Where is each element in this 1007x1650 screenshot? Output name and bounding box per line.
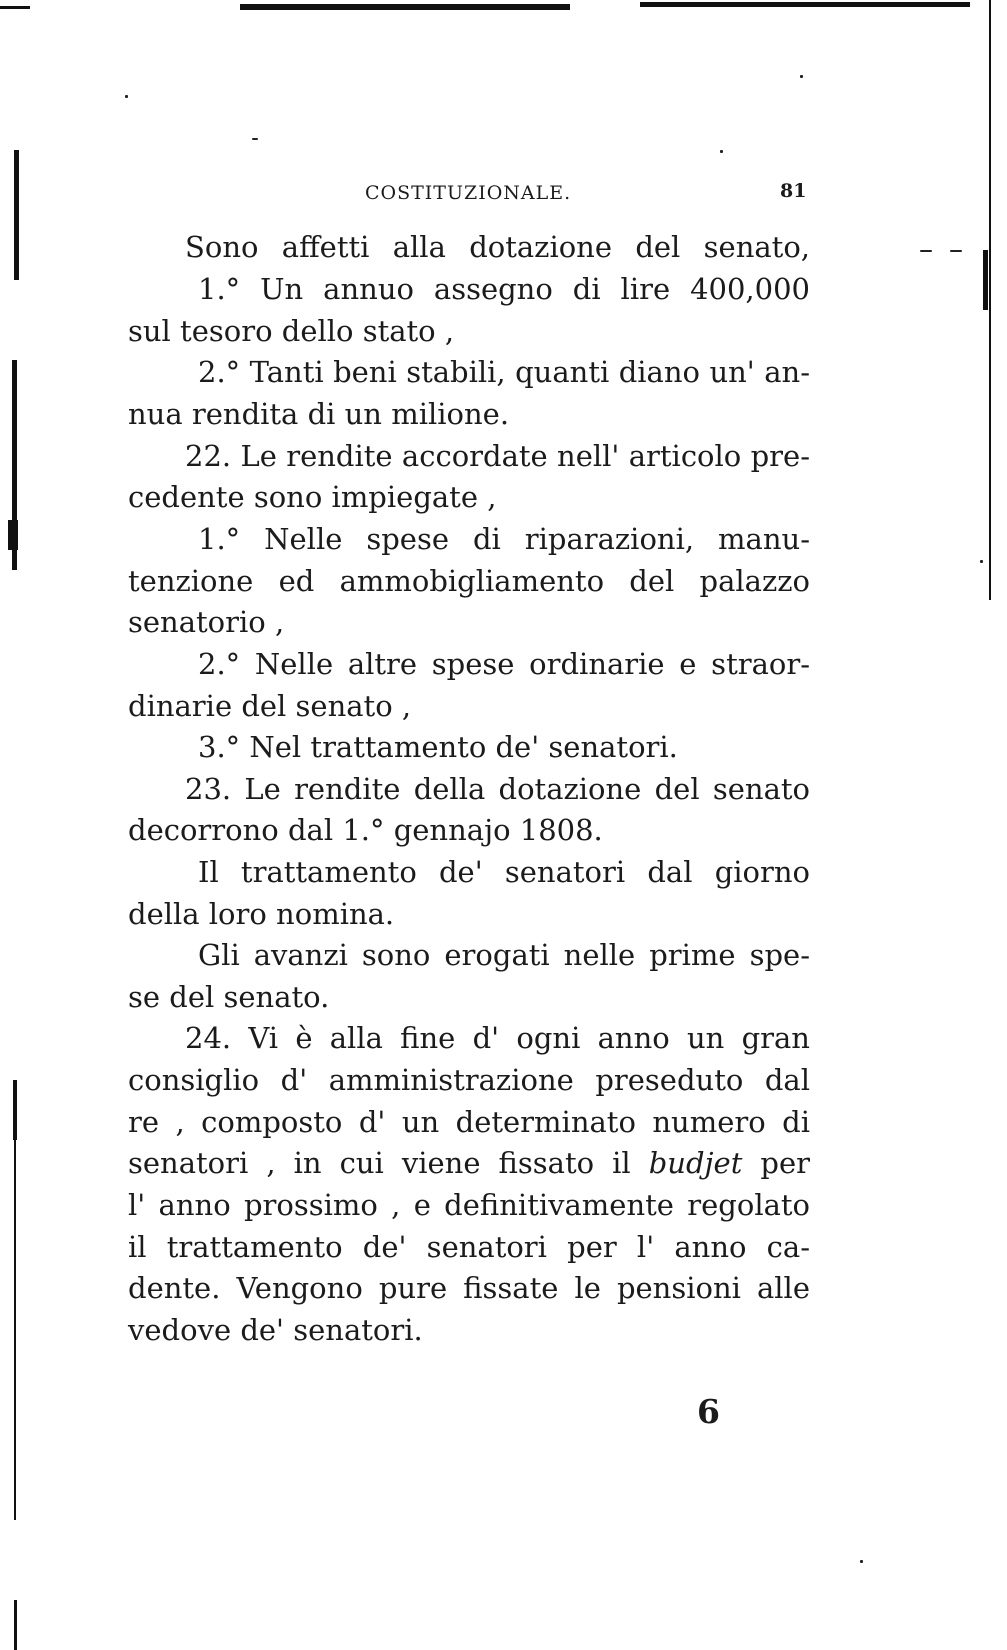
text-line: Gli avanzi sono erogati nelle prime spe- bbox=[198, 938, 810, 972]
scan-speck bbox=[125, 95, 128, 98]
text-line: l' anno prossimo , e definitivamente regolato bbox=[128, 1188, 810, 1222]
text-line: vedove de' senatori. bbox=[128, 1313, 423, 1347]
scan-speck bbox=[720, 150, 723, 153]
text-line: re , composto d' un determinato numero di bbox=[128, 1105, 810, 1139]
text-line: il trattamento de' senatori per l' anno ca- bbox=[128, 1230, 810, 1264]
scan-speck bbox=[800, 75, 803, 78]
text-line: se del senato. bbox=[128, 980, 330, 1014]
text-line: 3.° Nel trattamento de' senatori. bbox=[198, 730, 678, 764]
text-line: decorrono dal 1.° gennajo 1808. bbox=[128, 813, 603, 847]
text-line: sul tesoro dello stato , bbox=[128, 314, 455, 348]
text-line: della loro nomina. bbox=[128, 897, 395, 931]
text-line: 23. Le rendite della dotazione del senato bbox=[185, 772, 810, 806]
text-line bbox=[128, 1145, 810, 1181]
text-line: consiglio d' amministrazione preseduto dal bbox=[128, 1063, 810, 1097]
scan-left-edge-mark bbox=[8, 520, 18, 550]
text-line: cedente sono impiegate , bbox=[128, 480, 497, 514]
text-line: 1.° Nelle spese di riparazioni, manu- bbox=[198, 522, 810, 556]
scan-speck bbox=[980, 560, 983, 563]
scan-left-edge-mark bbox=[13, 1080, 17, 1140]
scan-speck bbox=[920, 250, 932, 252]
page-number: 81 bbox=[780, 180, 807, 202]
text-line: Il trattamento de' senatori dal giorno bbox=[198, 855, 810, 889]
text-line: dinarie del senato , bbox=[128, 689, 412, 723]
scan-left-edge-mark bbox=[14, 1600, 17, 1650]
scan-speck bbox=[252, 138, 258, 140]
scan-top-edge-mark bbox=[240, 4, 570, 10]
text-segment: per bbox=[760, 1146, 811, 1180]
scan-speck bbox=[860, 1560, 863, 1563]
text-line: Sono affetti alla dotazione del senato, bbox=[185, 230, 810, 264]
text-line: senatorio , bbox=[128, 605, 285, 639]
text-line: 2.° Tanti beni stabili, quanti diano un' an- bbox=[198, 355, 810, 389]
scan-speck bbox=[950, 250, 962, 252]
text-line: 22. Le rendite accordate nell' articolo pre- bbox=[185, 439, 810, 473]
text-line: 1.° Un annuo assegno di lire 400,000 bbox=[198, 272, 810, 306]
scan-top-edge-mark bbox=[640, 2, 970, 7]
running-header-title: COSTITUZIONALE. bbox=[365, 182, 572, 204]
text-segment: senatori , in cui viene fissato il bbox=[128, 1146, 631, 1180]
scan-left-edge-mark bbox=[14, 1140, 16, 1520]
text-line: nua rendita di un milione. bbox=[128, 397, 510, 431]
text-line: tenzione ed ammobigliamento del palazzo bbox=[128, 564, 810, 598]
text-line: 2.° Nelle altre spese ordinarie e straor- bbox=[198, 647, 810, 681]
scan-left-edge-mark bbox=[14, 150, 19, 280]
scan-right-edge-mark bbox=[983, 250, 988, 310]
text-line: 24. Vi è alla fine d' ogni anno un gran bbox=[185, 1021, 810, 1055]
text-line: dente. Vengono pure fissate le pensioni alle bbox=[128, 1271, 810, 1305]
signature-mark: 6 bbox=[697, 1392, 720, 1431]
italic-term: budjet bbox=[648, 1146, 743, 1180]
scan-right-edge-mark bbox=[989, 0, 991, 600]
scan-top-edge-mark bbox=[0, 6, 30, 9]
